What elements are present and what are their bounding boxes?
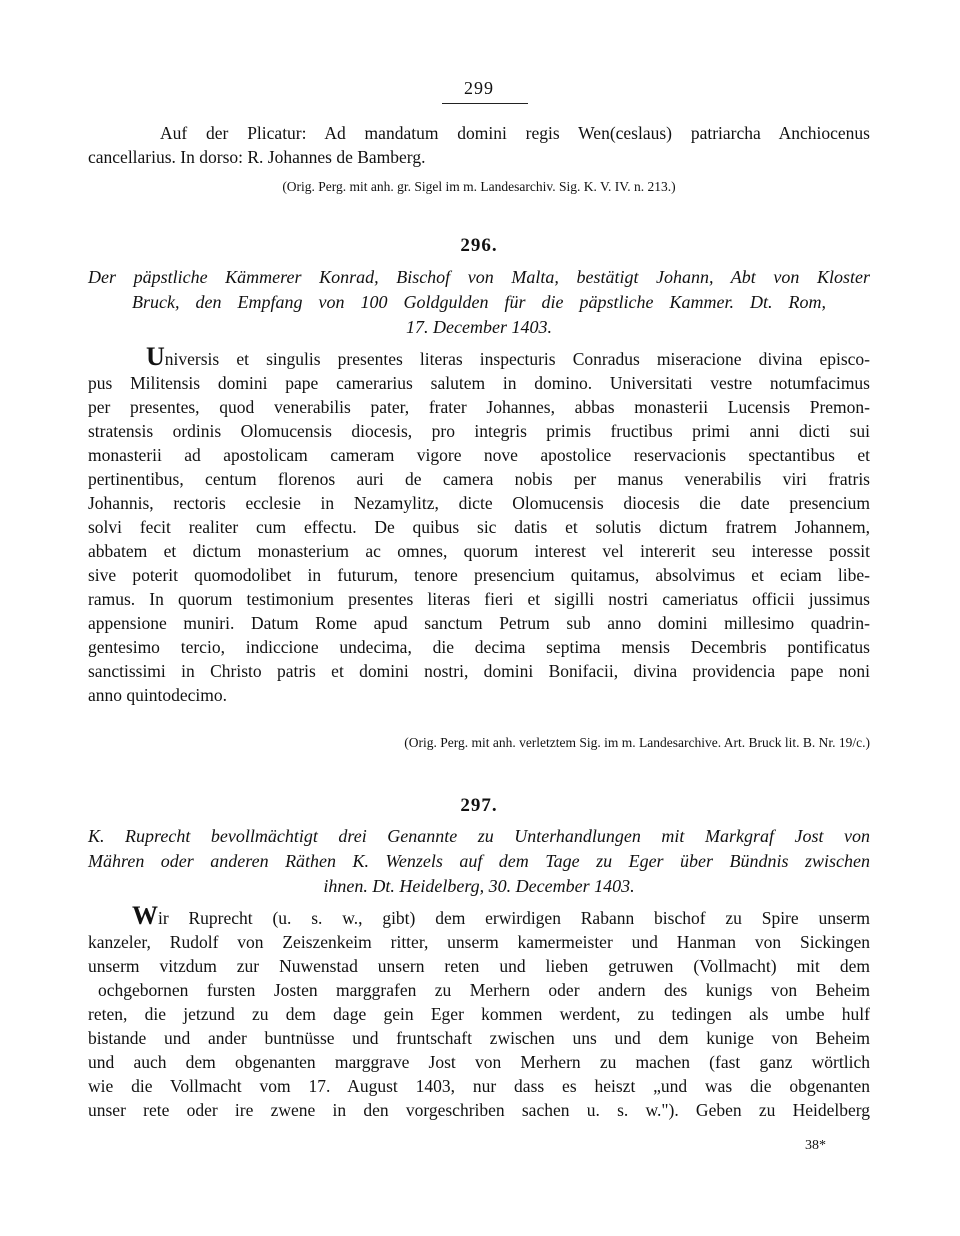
first-line-text: ir Ruprecht (u. s. w., gibt) dem erwirdigen Rabann bischof zu Spire unserm — [158, 908, 870, 928]
text-line: wie die Vollmacht vom 17. August 1403, nur dass es heiszt „und was die obgenanten — [88, 1076, 870, 1096]
text-line: Auf der Plicatur: Ad mandatum domini regis Wen(ceslaus) patriarcha Anchiocenus — [160, 123, 870, 143]
heading-line: Bruck, den Empfang von 100 Goldgulden für die päpstliche Kammer. Dt. Rom, — [132, 292, 826, 312]
document-body — [88, 901, 870, 1122]
text-line: solvi fecit realiter cum effectu. De quibus sic datis et solutis dictum fratrem Johannem, — [88, 517, 870, 537]
text-line: abbatem et dictum monasterium ac omnes, quorum interest vel intererit seu interesse possit — [88, 541, 870, 561]
text-line: Johannis, rectoris ecclesie in Nezamylitz, dicte Olomucensis diocesis die date presencium — [88, 493, 870, 513]
text-line: appensione muniri. Datum Rome apud sanctum Petrum sub anno domini millesimo quadrin- — [88, 613, 870, 633]
document-number: 297. — [460, 795, 498, 816]
text-line: pertinentibus, centum florenos auri de camera nobis per manus venerabilis viri fratris — [88, 469, 870, 489]
text-line: unser rete oder ire zwene in den vorgeschriben sachen u. s. w."). Geben zu Heidelberg — [88, 1100, 870, 1120]
intro-paragraph — [88, 121, 870, 169]
text-line: anno quintodecimo. — [88, 685, 228, 705]
text-line: pus Militensis domini pape camerarius salutem in domino. Universitati vestre notumfacimus — [88, 373, 870, 393]
text-line: bistande und ander buntnüsse und fruntschaft zwischen uns und dem kunige von Beheim — [88, 1028, 870, 1048]
text-line: ramus. In quorum testimonium presentes literas fieri et sigilli nostri cameriatus officii jussimus — [88, 589, 870, 609]
heading-line: Der päpstliche Kämmerer Konrad, Bischof von Malta, bestätigt Johann, Abt von Kloster — [88, 267, 870, 287]
text-line: und auch dem obgenanten marggrave Jost von Merhern zu machen (fast ganz wörtlich — [88, 1052, 870, 1072]
heading-line: K. Ruprecht bevollmächtigt drei Genannte zu Unterhandlungen mit Markgraf Jost von — [88, 826, 870, 846]
document-number: 296. — [460, 235, 498, 256]
text-line: sive poterit quomodolibet in futurum, tenore presencium quitamus, absolvimus et eciam libe- — [88, 565, 870, 585]
source-note: (Orig. Perg. mit anh. gr. Sigel im m. Landesarchiv. Sig. K. V. IV. n. 213.) — [282, 179, 676, 194]
text-line: per presentes, quod venerabilis pater, frater Johannes, abbas monasterii Lucensis Premon- — [88, 397, 870, 417]
document-heading — [88, 824, 870, 899]
drop-cap: U — [146, 342, 165, 371]
first-line-text: niversis et singulis presentes literas inspecturis Conradus miseracione divina episco- — [164, 349, 870, 369]
heading-line: Mähren oder anderen Räthen K. Wenzels auf dem Tage zu Eger über Bündnis zwischen — [88, 851, 870, 871]
page-number: 299 — [464, 78, 494, 98]
signature-mark: 38* — [805, 1138, 826, 1153]
text-line: unserm vitzdum zur Nuwenstad unsern reten und lieben getruwen (Vollmacht) mit dem — [88, 956, 870, 976]
text-line: sanctissimi in Christo patris et domini nostri, domini Bonifacii, divina providencia pape noni — [88, 661, 870, 681]
source-note: (Orig. Perg. mit anh. verletztem Sig. im m. Landesarchive. Art. Bruck lit. B. Nr. 19/c.) — [404, 735, 870, 750]
text-line — [88, 901, 870, 930]
text-line: monasterii ad apostolicam cameram vigore nove apostolice reservacionis spectantibus et — [88, 445, 870, 465]
heading-line: 17. December 1403. — [406, 317, 552, 337]
text-line: ochgebornen fursten Josten marggrafen zu Merhern oder andern des kunigs von Beheim — [98, 980, 870, 1000]
heading-line: ihnen. Dt. Heidelberg, 30. December 1403. — [323, 876, 635, 896]
drop-cap: W — [132, 901, 158, 930]
document-body — [88, 342, 870, 707]
text-line: stratensis ordinis Olomucensis diocesis, pro integris primis fructibus primi anni dicti sui — [88, 421, 870, 441]
document-heading — [88, 265, 870, 340]
text-line: reten, die jetzund zu dem dage gein Eger kommen werdent, zu tedingen als umbe hulf — [88, 1004, 870, 1024]
text-line: kanzeler, Rudolf von Zeiszenkeim ritter, unserm kamermeister und Hanman von Sickingen — [88, 932, 870, 952]
text-line: gentesimo tercio, indiccione undecima, die decima septima mensis Decembris pontificatus — [88, 637, 870, 657]
document-page — [88, 0, 870, 1236]
text-line: cancellarius. In dorso: R. Johannes de Bamberg. — [88, 147, 426, 167]
page-number-rule — [442, 103, 528, 104]
text-line — [88, 342, 870, 371]
